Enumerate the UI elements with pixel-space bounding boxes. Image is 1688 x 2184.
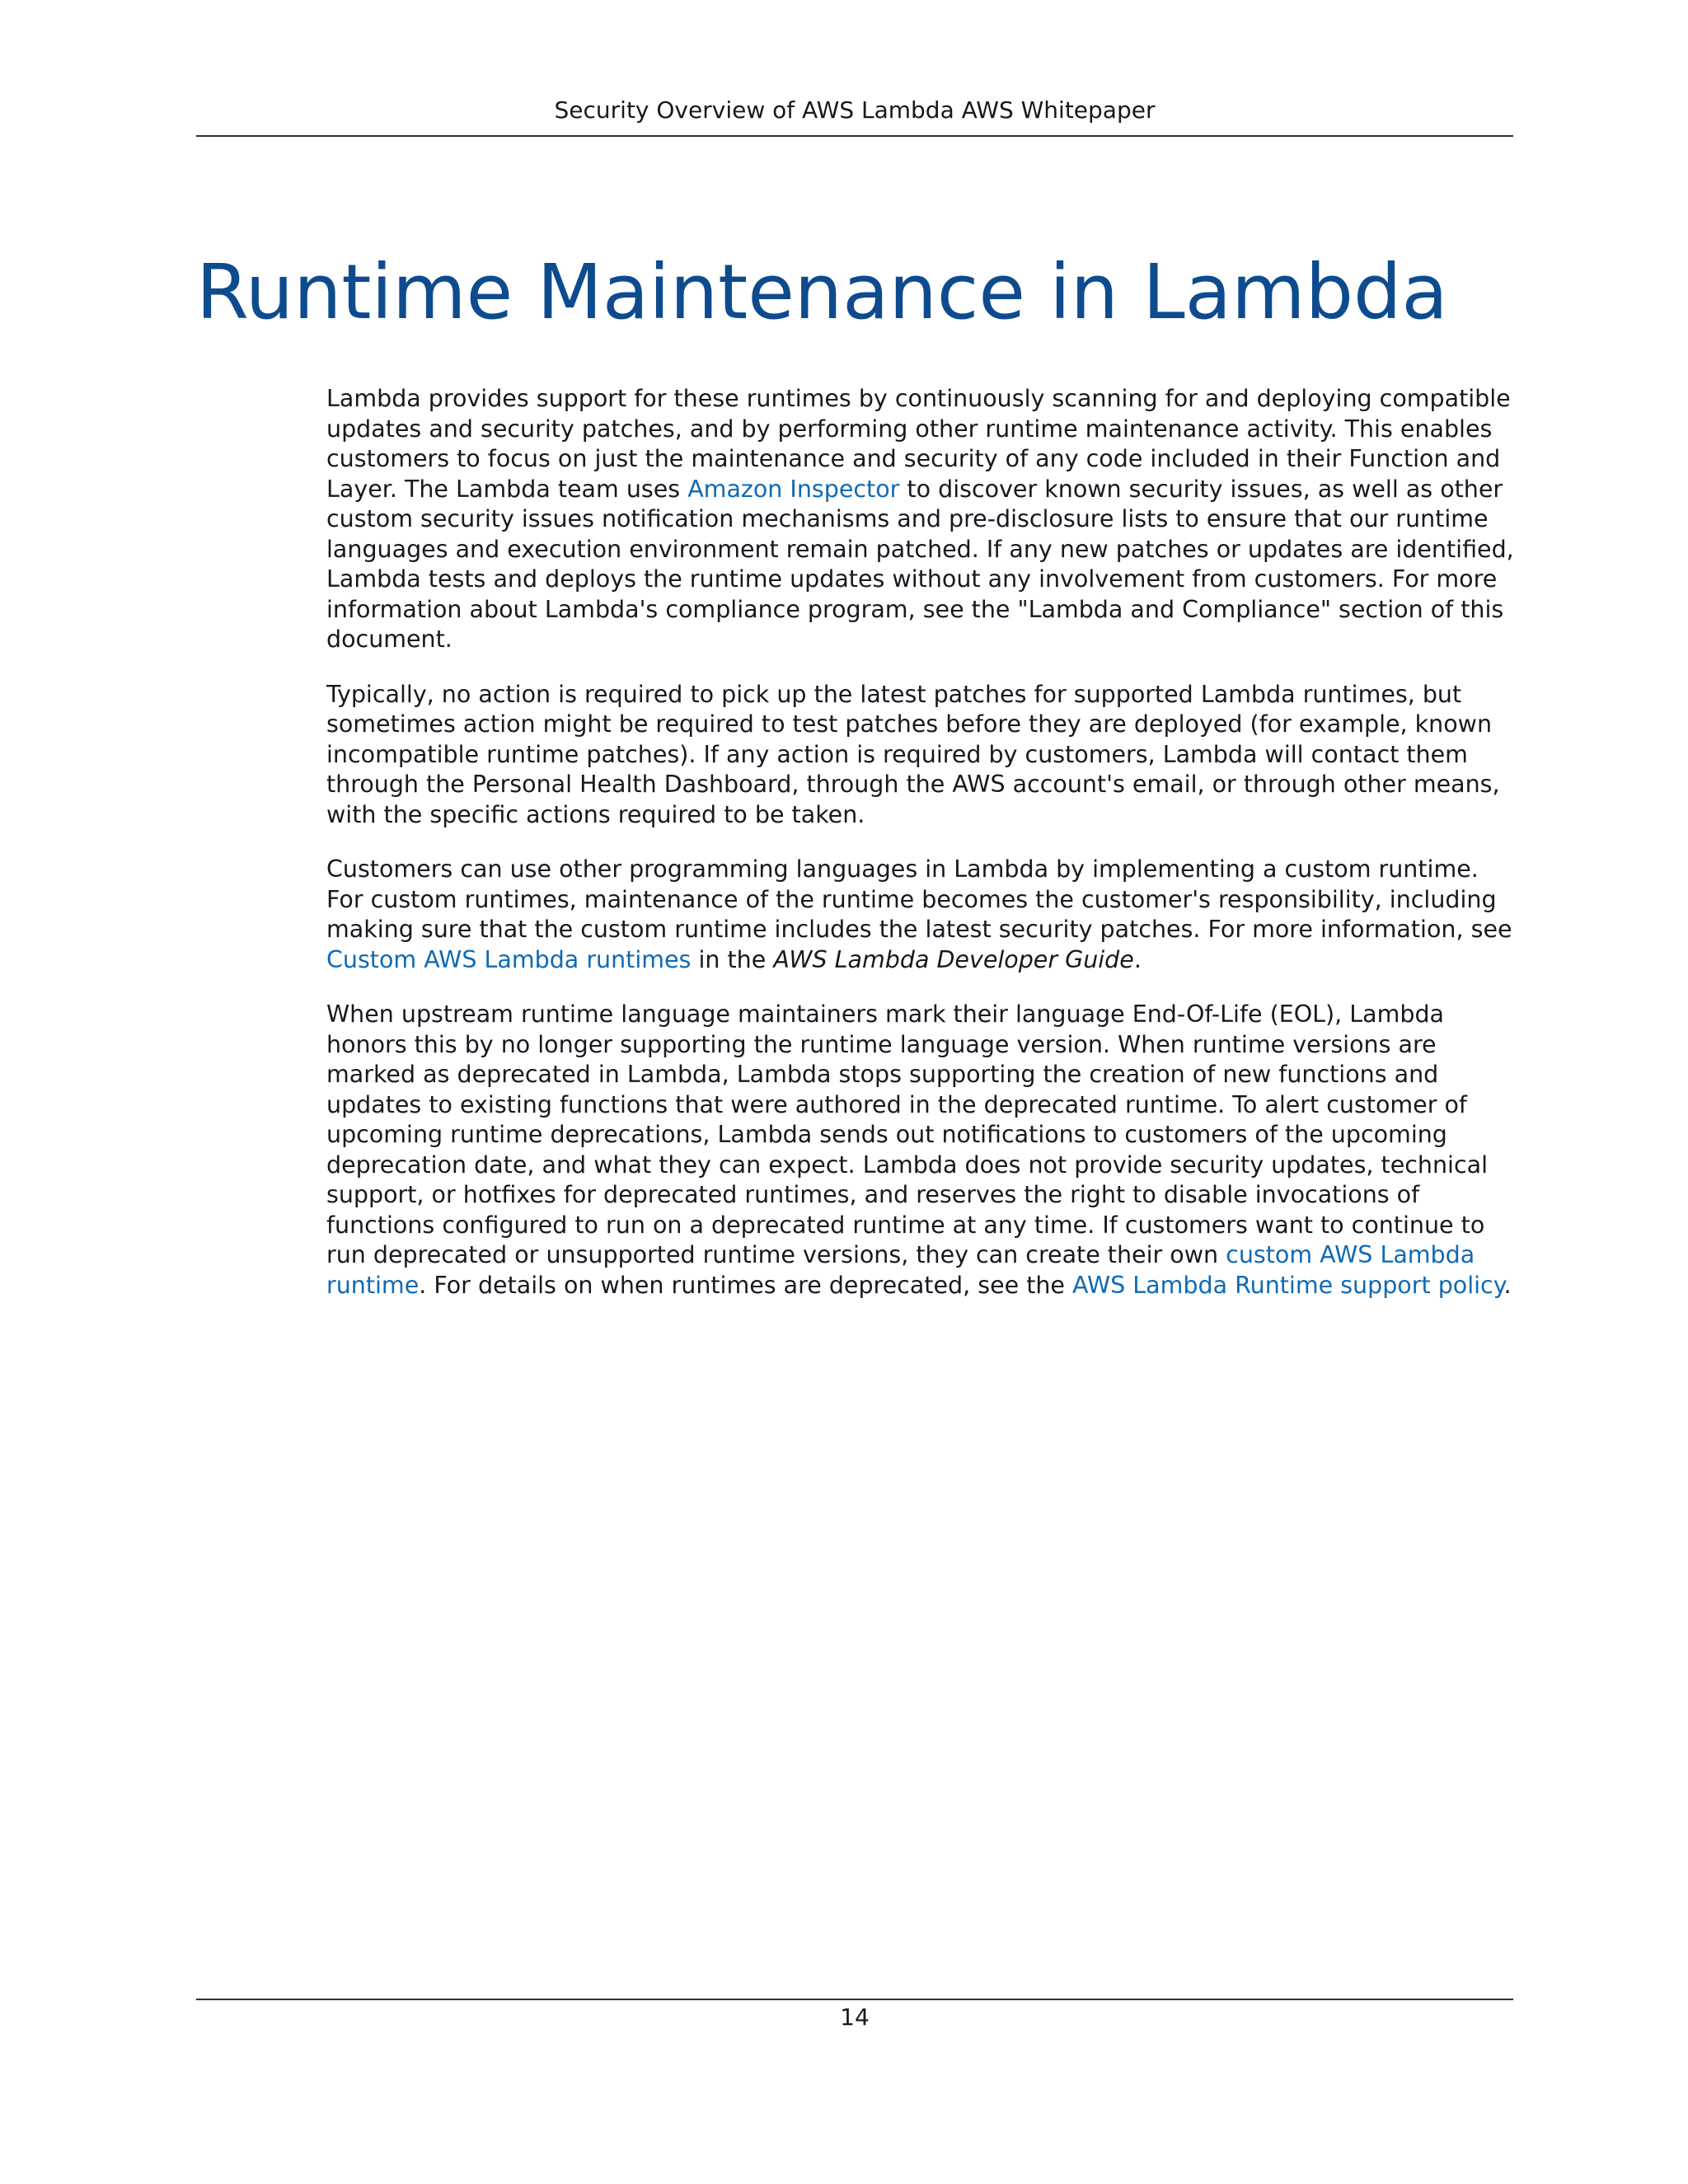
custom-aws-lambda-runtimes-link[interactable]: Custom AWS Lambda runtimes — [326, 945, 692, 973]
page-title: Runtime Maintenance in Lambda — [196, 248, 1448, 336]
paragraph-runtime-support — [326, 384, 1520, 655]
paragraph-text: Lambda provides support for these runtimes by continuously scanning for and deploying compatible updates and security patches, and by performing other runtime maintenance activity. This enables customers to focus on just the maintenance and security of any code included in their Function and Layer. The Lambda team uses — [326, 385, 1511, 503]
paragraph-text: . For details on when runtimes are deprecated, see the — [419, 1271, 1073, 1299]
paragraph-text: to discover known security issues, as well as other custom security issues notification mechanisms and pre-disclosure lists to ensure that our runtime languages and execution environment remain patched. If any new patches or updates are identified, Lambda tests and deploys the runtime updates without any involvement from customers. For more information about Lambda's compliance program, see the "Lambda and Compliance" section of this document. — [326, 475, 1514, 653]
page-number: 14 — [840, 2004, 870, 2031]
paragraph-text: Typically, no action is required to pick up the latest patches for supported Lambda runtimes, but sometimes action might be required to test patches before they are deployed (for example, known incompatible runtime patches). If any action is required by customers, Lambda will contact them through the Personal Health Dashboard, through the AWS account's email, or through other means, with the specific actions required to be taken. — [326, 680, 1500, 828]
footer-divider — [196, 1999, 1513, 2000]
page-header: Security Overview of AWS Lambda AWS Whitepaper — [554, 96, 1156, 124]
developer-guide-title: AWS Lambda Developer Guide — [773, 945, 1134, 973]
paragraph-text: in the — [691, 945, 774, 973]
paragraph-custom-runtime — [326, 855, 1520, 975]
paragraph-text: . — [1133, 945, 1142, 973]
paragraph-text: When upstream runtime language maintainers mark their language End-Of-Life (EOL), Lambda honors this by no longer supporting the runtime language version. When runtime versions are marked as deprecated in Lambda, Lambda stops supporting the creation of new functions and updates to existing functions that were authored in the deprecated runtime. To alert customer of upcoming runtime deprecations, Lambda sends out notifications to customers of the upcoming deprecation date, and what they can expect. Lambda does not provide security updates, technical support, or hotfixes for deprecated runtimes, and reserves the right to disable invocations of functions configured to run on a deprecated runtime at any time. If customers want to continue to run deprecated or unsupported runtime versions, they can create their own — [326, 1001, 1489, 1268]
main-content — [326, 384, 1520, 1325]
amazon-inspector-link[interactable]: Amazon Inspector — [687, 475, 900, 503]
header-divider — [196, 135, 1513, 137]
paragraph-text: Customers can use other programming languages in Lambda by implementing a custom runtime. For custom runtimes, maintenance of the runtime becomes the customer's responsibility, including making sure that the custom runtime includes the latest security patches. For more information, see — [326, 855, 1512, 943]
paragraph-text: . — [1503, 1271, 1512, 1299]
custom-aws-lambda-runtime-link[interactable]: custom AWS Lambda runtime — [326, 1241, 1475, 1299]
paragraph-deprecation — [326, 1000, 1520, 1301]
paragraph-patches — [326, 680, 1520, 831]
runtime-support-policy-link[interactable]: AWS Lambda Runtime support policy — [1072, 1271, 1504, 1299]
